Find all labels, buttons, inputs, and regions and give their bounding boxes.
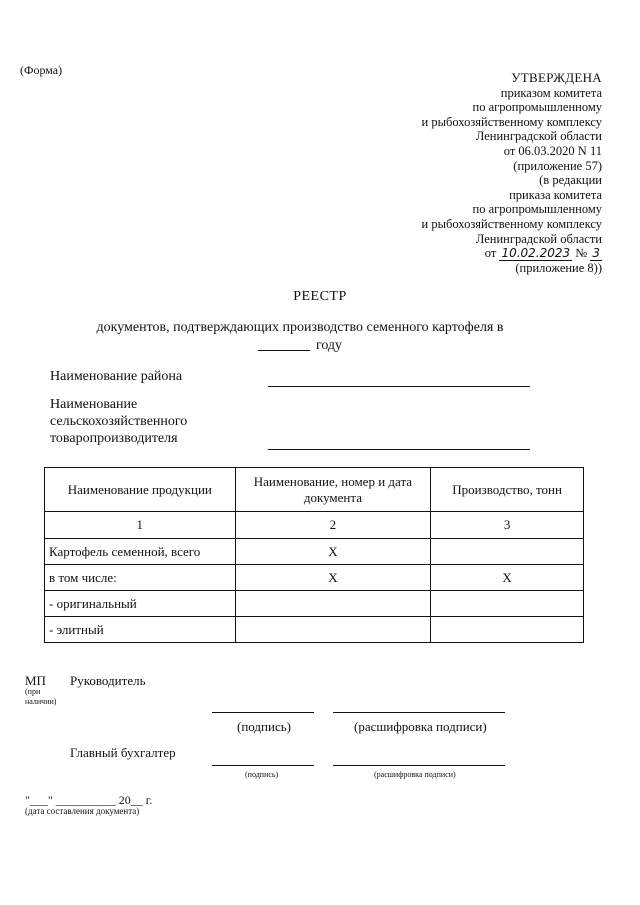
column-header: Производство, тонн [431,468,584,512]
district-input-line[interactable] [268,386,530,387]
producer-label: Наименование сельскохозяйственного товаропроизводителя [50,397,188,446]
approval-line: и рыбохозяйственному комплексу [421,114,602,129]
table-row [45,617,584,643]
approval-line: приказа комитета [509,187,602,202]
year-blank[interactable] [258,337,310,351]
approval-line: от 06.03.2020 N 11 [503,143,602,158]
handwritten-date: 10.02.2023 [501,246,571,261]
accountant-sign-caption: (подпись) [245,770,279,779]
head-decode-caption: (расшифровка подписи) [354,719,487,734]
accountant-decode-line[interactable] [333,765,505,766]
table-row [45,565,584,591]
number-sign: № [575,246,588,261]
approval-line: Ленинградской области [475,231,602,246]
year-word: году [315,338,343,353]
table-row [45,591,584,617]
document-title: РЕЕСТР [293,289,347,304]
row-label: в том числе: [45,565,236,591]
table-cell: X [431,565,584,591]
registry-table [44,467,584,643]
approval-stamp [422,71,602,275]
table-cell[interactable] [431,591,584,617]
table-cell[interactable] [235,591,431,617]
row-label: - элитный [45,617,236,643]
approval-line: Ленинградской области [475,129,602,144]
approval-heading: УТВЕРЖДЕНА [511,70,602,85]
table-cell[interactable] [431,539,584,565]
producer-input-line[interactable] [268,449,530,450]
head-decode-line[interactable] [333,712,505,713]
handwritten-number: 3 [592,246,600,261]
column-number-row [45,512,584,539]
approval-line: по агропромышленному [472,100,602,115]
table-cell[interactable] [235,617,431,643]
column-header: Наименование продукции [45,468,236,512]
accountant-decode-caption: (расшифровка подписи) [374,770,456,779]
approval-line: (в редакции [539,173,602,188]
approval-line: (приложение 57) [513,158,602,173]
date-note: (дата составления документа) [25,806,140,816]
approval-edit-line [422,246,602,261]
accountant-label: Главный бухгалтер [70,745,176,760]
date-line[interactable]: "___" __________ 20__ г. [25,793,153,807]
accountant-signature-line[interactable] [212,765,314,766]
subtitle-line-1: документов, подтверждающих производство семенного картофеля в [96,320,504,335]
stamp-place-note: (при наличии) [25,687,57,706]
row-label: Картофель семенной, всего [45,539,236,565]
district-label: Наименование района [50,369,183,384]
table-cell: X [235,565,431,591]
column-number: 1 [45,512,236,539]
subtitle-line-2 [60,337,540,355]
form-label: (Форма) [20,63,63,77]
approval-line: приказом комитета [500,85,602,100]
head-signature-line[interactable] [212,712,314,713]
approval-line: по агропромышленному [472,202,602,217]
column-number: 2 [235,512,431,539]
table-cell[interactable] [431,617,584,643]
approval-line: и рыбохозяйственному комплексу [421,216,602,231]
approval-appendix: (приложение 8)) [515,260,602,275]
table-row [45,539,584,565]
head-sign-caption: (подпись) [237,719,291,734]
head-label: Руководитель [70,673,146,688]
edit-prefix: от [484,246,497,261]
column-number: 3 [431,512,584,539]
table-cell: X [235,539,431,565]
row-label: - оригинальный [45,591,236,617]
table-header-row [45,468,584,512]
column-header: Наименование, номер и дата документа [235,468,431,512]
document-subtitle [60,319,540,355]
stamp-place-label: МП [25,673,46,688]
